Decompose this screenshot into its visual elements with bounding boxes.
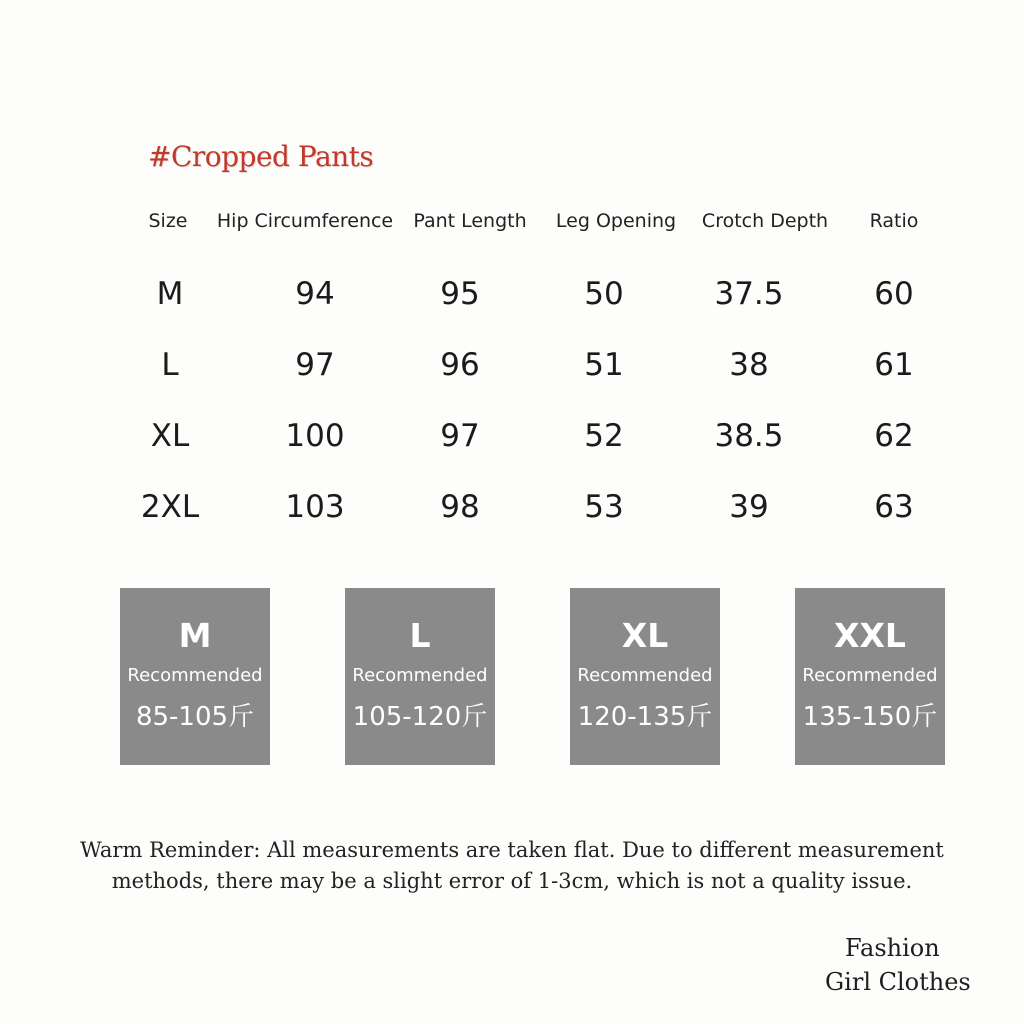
brand-line-2: Girl Clothes: [825, 968, 971, 996]
table-cell: 63: [874, 489, 914, 525]
table-cell: 38: [729, 347, 769, 383]
card-weight-range: 135-150斤: [802, 702, 938, 732]
table-cell: 103: [285, 489, 345, 525]
header-crotch-depth: Crotch Depth: [701, 210, 829, 232]
table-cell: 62: [874, 418, 914, 454]
table-cell: 94: [295, 276, 335, 312]
table-cell: 37.5: [714, 276, 784, 312]
header-hip-circumference: Hip Circumference: [216, 210, 394, 232]
card-weight-range: 120-135斤: [577, 702, 713, 732]
reminder-line-2: methods, there may be a slight error of 1-3cm, which is not a quality issue.: [111, 869, 913, 893]
table-cell: 100: [285, 418, 345, 454]
table-cell: 51: [584, 347, 624, 383]
table-cell: 97: [440, 418, 480, 454]
table-cell: 52: [584, 418, 624, 454]
header-leg-opening: Leg Opening: [555, 210, 677, 232]
recommendation-card-xxl: [795, 588, 945, 765]
card-weight-range: 85-105斤: [135, 702, 255, 732]
reminder-line-1: Warm Reminder: All measurements are taken flat. Due to different measurement: [80, 838, 944, 862]
table-cell: 96: [440, 347, 480, 383]
table-cell: M: [156, 276, 184, 312]
card-size-label: M: [178, 616, 212, 655]
recommendation-card-l: [345, 588, 495, 765]
table-cell: XL: [150, 418, 190, 454]
table-cell: 2XL: [140, 489, 200, 525]
card-weight-range: 105-120斤: [352, 702, 488, 732]
card-size-label: XXL: [834, 616, 906, 655]
card-size-label: L: [409, 616, 431, 655]
table-cell: 61: [874, 347, 914, 383]
table-cell: 97: [295, 347, 335, 383]
card-recommended-label: Recommended: [352, 665, 488, 686]
table-cell: 95: [440, 276, 480, 312]
header-size: Size: [148, 210, 188, 232]
card-recommended-label: Recommended: [127, 665, 263, 686]
table-cell: 39: [729, 489, 769, 525]
table-cell: 50: [584, 276, 624, 312]
table-cell: 98: [440, 489, 480, 525]
recommendation-card-xl: [570, 588, 720, 765]
card-recommended-label: Recommended: [577, 665, 713, 686]
table-cell: 53: [584, 489, 624, 525]
table-cell: L: [161, 347, 179, 383]
recommendation-card-m: [120, 588, 270, 765]
header-ratio: Ratio: [869, 210, 919, 232]
chart-title: #Cropped Pants: [148, 140, 374, 173]
table-cell: 60: [874, 276, 914, 312]
brand-line-1: Fashion: [845, 934, 940, 962]
card-size-label: XL: [621, 616, 669, 655]
card-recommended-label: Recommended: [802, 665, 938, 686]
header-pant-length: Pant Length: [413, 210, 527, 232]
table-cell: 38.5: [714, 418, 784, 454]
